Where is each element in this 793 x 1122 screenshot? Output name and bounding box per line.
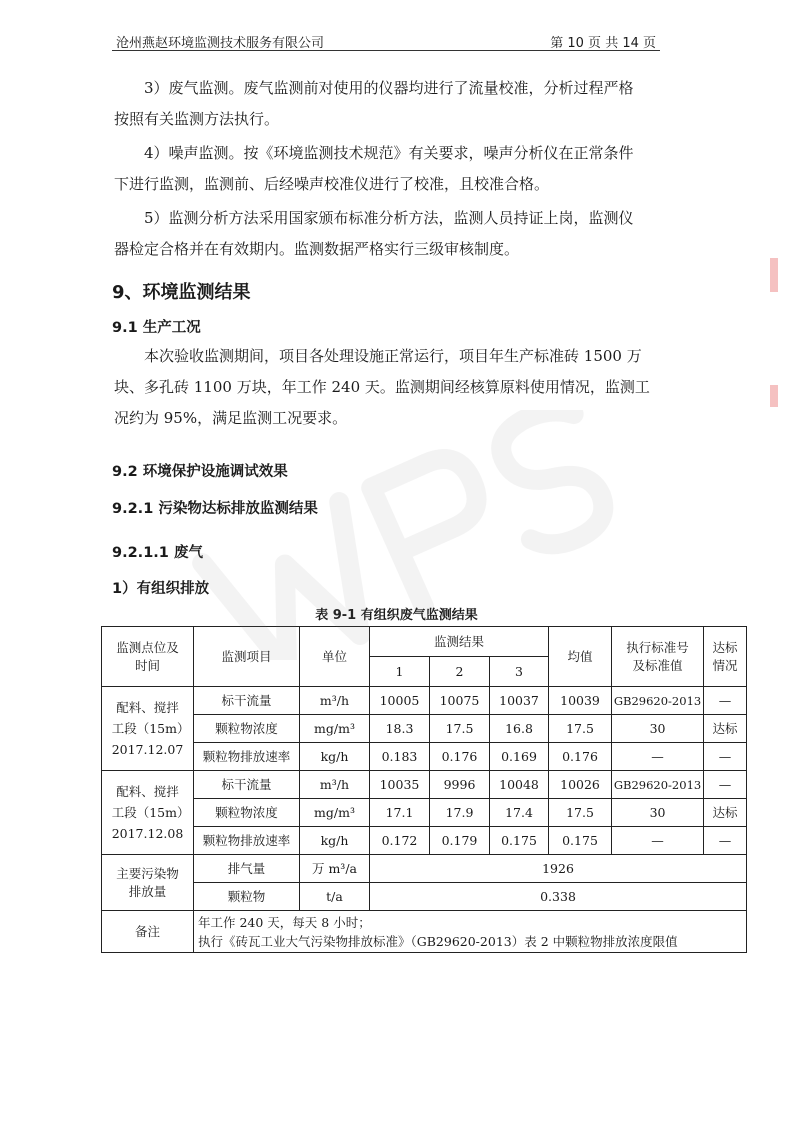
- section-9-1-heading: [112, 316, 201, 337]
- value-cell: 0.183: [370, 743, 430, 771]
- value-cell: 10048: [490, 771, 549, 799]
- unit-cell: m³/h: [300, 687, 370, 715]
- location-cell: [102, 687, 194, 771]
- value-cell: 16.8: [490, 715, 549, 743]
- header-compliance: [704, 627, 747, 687]
- remark-label: 备注: [102, 911, 194, 953]
- compliance-cell: —: [704, 743, 747, 771]
- header-text: 达标情况: [712, 639, 738, 673]
- text-line: 按照有关监测方法执行。: [114, 110, 280, 128]
- text-line: 4）噪声监测。按《环境监测技术规范》有关要求，噪声分析仪在正常条件: [144, 144, 634, 162]
- section-title: 废气: [168, 544, 203, 561]
- remark-content: [194, 911, 747, 953]
- value-cell: 9996: [430, 771, 490, 799]
- remark-row: [102, 911, 747, 953]
- page-number: 第 10 页 共 14 页: [550, 36, 656, 51]
- emission-value: 0.338: [370, 883, 747, 911]
- company-name: 沧州燕赵环境监测技术服务有限公司: [116, 36, 325, 51]
- unit-cell: m³/h: [300, 771, 370, 799]
- seal-edge-mark: [770, 258, 778, 292]
- unit-cell: kg/h: [300, 827, 370, 855]
- emission-item: 颗粒物: [194, 883, 300, 911]
- text-line: 5）监测分析方法采用国家颁布标准分析方法，监测人员持证上岗，监测仪: [144, 209, 634, 227]
- text-line: 下进行监测，监测前、后经噪声校准仪进行了校准，且校准合格。: [114, 175, 550, 193]
- paragraph-gas-monitoring: [114, 73, 662, 135]
- header-unit: 单位: [300, 627, 370, 687]
- header-result-1: 1: [370, 657, 430, 687]
- text-line: 本次验收监测期间，项目各处理设施正常运行，项目年生产标准砖 1500 万: [144, 347, 642, 365]
- average-cell: 17.5: [549, 799, 612, 827]
- remark-line: 执行《砖瓦工业大气污染物排放标准》（GB29620-2013）表 2 中颗粒物排放浓度限值: [198, 933, 678, 949]
- standard-cell: 30: [612, 715, 704, 743]
- table-row: [102, 687, 747, 715]
- value-cell: 17.4: [490, 799, 549, 827]
- value-cell: 10035: [370, 771, 430, 799]
- value-cell: 17.9: [430, 799, 490, 827]
- header-point: [102, 627, 194, 687]
- table-row: [102, 827, 747, 855]
- value-cell: 17.5: [430, 715, 490, 743]
- item-cell: 颗粒物排放速率: [194, 827, 300, 855]
- average-cell: 10039: [549, 687, 612, 715]
- unit-cell: mg/m³: [300, 715, 370, 743]
- header-text: 监测点位及时间: [116, 639, 179, 673]
- seal-edge-mark: [770, 385, 778, 407]
- header-result-2: 2: [430, 657, 490, 687]
- header-results: 监测结果: [370, 627, 549, 657]
- section-number: 9.1: [112, 320, 138, 336]
- emission-value: 1926: [370, 855, 747, 883]
- emission-unit: t/a: [300, 883, 370, 911]
- table-row: [102, 743, 747, 771]
- emission-label-cell: [102, 855, 194, 911]
- standard-cell: 30: [612, 799, 704, 827]
- text-line: 况约为 95%，满足监测工况要求。: [114, 409, 348, 427]
- section-number: 9.2.1: [112, 501, 154, 517]
- remark-line: 年工作 240 天，每天 8 小时；: [198, 914, 371, 930]
- section-number: 9.2: [112, 464, 138, 480]
- header-text: 执行标准号及标准值: [626, 639, 689, 673]
- standard-cell: —: [612, 743, 704, 771]
- average-cell: 0.175: [549, 827, 612, 855]
- text-line: 器检定合格并在有效期内。监测数据严格实行三级审核制度。: [114, 240, 520, 258]
- unit-cell: kg/h: [300, 743, 370, 771]
- unit-cell: mg/m³: [300, 799, 370, 827]
- section-number: 9.2.1.1: [112, 545, 169, 561]
- location-text: 配料、搅拌工段（15m）2017.12.07: [111, 700, 184, 757]
- page-header: [112, 30, 660, 51]
- value-cell: 10037: [490, 687, 549, 715]
- value-cell: 17.1: [370, 799, 430, 827]
- value-cell: 18.3: [370, 715, 430, 743]
- average-cell: 10026: [549, 771, 612, 799]
- section-title: 生产工况: [137, 319, 201, 336]
- standard-cell: —: [612, 827, 704, 855]
- paragraph-noise-monitoring: [114, 138, 662, 200]
- value-cell: 0.175: [490, 827, 549, 855]
- item-cell: 标干流量: [194, 771, 300, 799]
- subsection-title: 1）有组织排放: [112, 581, 210, 597]
- gas-monitoring-table: [101, 626, 747, 953]
- text-line: 3）废气监测。废气监测前对使用的仪器均进行了流量校准，分析过程严格: [144, 79, 634, 97]
- value-cell: 0.169: [490, 743, 549, 771]
- section-9-heading: 9、环境监测结果: [112, 282, 251, 303]
- compliance-cell: —: [704, 771, 747, 799]
- value-cell: 10005: [370, 687, 430, 715]
- value-cell: 10075: [430, 687, 490, 715]
- section-title: 污染物达标排放监测结果: [153, 500, 318, 517]
- average-cell: 17.5: [549, 715, 612, 743]
- emission-row: [102, 855, 747, 883]
- wps-watermark-icon: [190, 410, 660, 660]
- compliance-cell: —: [704, 687, 747, 715]
- paragraph-analysis-method: [114, 203, 662, 265]
- table-row: [102, 771, 747, 799]
- standard-cell: GB29620-2013: [612, 687, 704, 715]
- compliance-cell: 达标: [704, 715, 747, 743]
- standard-cell: GB29620-2013: [612, 771, 704, 799]
- item-cell: 颗粒物排放速率: [194, 743, 300, 771]
- text-line: 块、多孔砖 1100 万块，年工作 240 天。监测期间经核算原料使用情况，监测工: [114, 378, 650, 396]
- value-cell: 0.172: [370, 827, 430, 855]
- table-caption: 表 9-1 有组织废气监测结果: [315, 608, 478, 623]
- item-cell: 颗粒物浓度: [194, 799, 300, 827]
- location-text: 配料、搅拌工段（15m）2017.12.08: [111, 784, 184, 841]
- header-result-3: 3: [490, 657, 549, 687]
- table-row: [102, 799, 747, 827]
- header-average: 均值: [549, 627, 612, 687]
- location-cell: [102, 771, 194, 855]
- compliance-cell: —: [704, 827, 747, 855]
- average-cell: 0.176: [549, 743, 612, 771]
- emission-item: 排气量: [194, 855, 300, 883]
- table-row: [102, 715, 747, 743]
- item-cell: 颗粒物浓度: [194, 715, 300, 743]
- header-item: 监测项目: [194, 627, 300, 687]
- emission-label: 主要污染物排放量: [116, 865, 179, 899]
- compliance-cell: 达标: [704, 799, 747, 827]
- section-title: 环境保护设施调试效果: [137, 464, 288, 480]
- value-cell: 0.176: [430, 743, 490, 771]
- value-cell: 0.179: [430, 827, 490, 855]
- emission-row: [102, 883, 747, 911]
- item-cell: 标干流量: [194, 687, 300, 715]
- emission-unit: 万 m³/a: [300, 855, 370, 883]
